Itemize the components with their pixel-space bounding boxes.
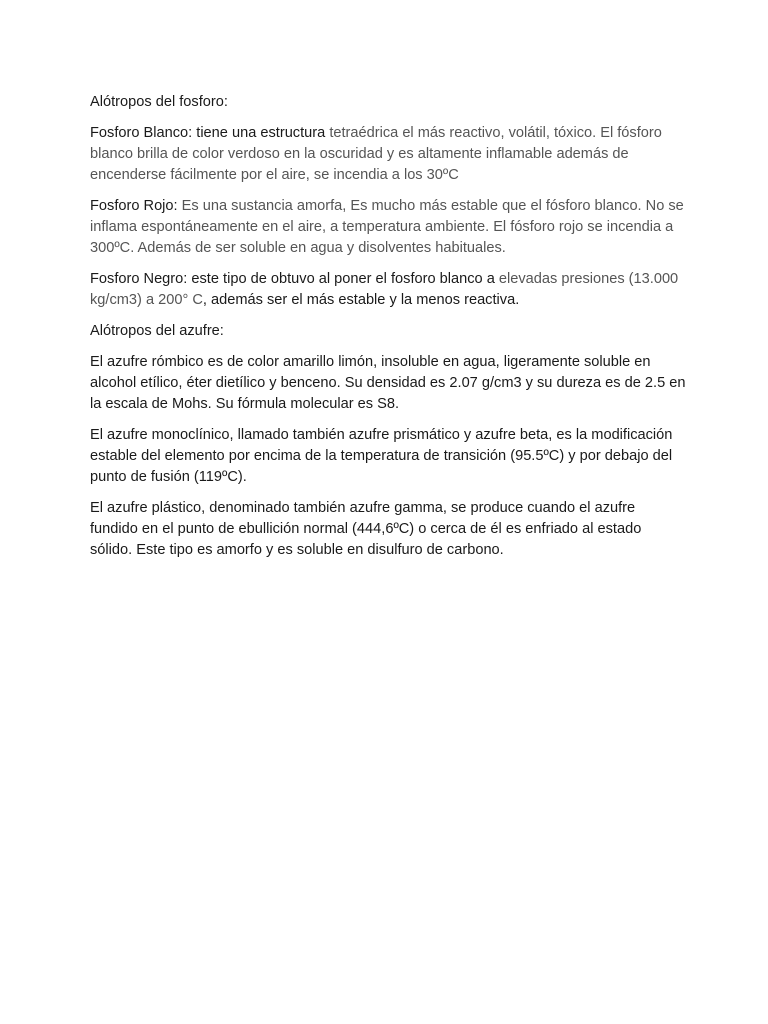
heading-fosforo-text: Alótropos del fosforo:: [90, 94, 228, 110]
fosforo-blanco-body: tetraédrica el más reactivo, volátil, tóxico. El fósforo blanco brilla de color verdoso en la oscuridad y es altamente inflamable además de encenderse fácilmente por el aire, se incendia a los 30ºC: [90, 125, 662, 183]
paragraph-fosforo-negro: [90, 269, 686, 311]
fosforo-negro-middle: elevadas presiones (13.000 kg/cm3) a 200° C: [90, 271, 679, 308]
paragraph-fosforo-blanco: [90, 123, 686, 186]
fosforo-rojo-body: Es una sustancia amorfa, Es mucho más estable que el fósforo blanco. No se inflama espontáneamente en el aire, a temperatura ambiente. El fósforo rojo se incendia a 300ºC. Además de ser soluble en agua y disolventes habituales.: [90, 198, 684, 256]
azufre-monoclinico-text: El azufre monoclínico, llamado también azufre prismático y azufre beta, es la modificación estable del elemento por encima de la temperatura de transición (95.5ºC) y por debajo del punto de fusión (119ºC).: [90, 427, 673, 485]
fosforo-rojo-lead: Fosforo Rojo:: [90, 198, 182, 214]
heading-azufre: [90, 321, 686, 342]
heading-fosforo: [90, 92, 686, 113]
fosforo-blanco-lead: Fosforo Blanco: tiene una estructura: [90, 125, 330, 141]
document-page: [90, 92, 686, 571]
azufre-plastico-text: El azufre plástico, denominado también azufre gamma, se produce cuando el azufre fundido en el punto de ebullición normal (444,6ºC) o cerca de él es enfriado al estado sólido. Este tipo es amorfo y es soluble en disulfuro de carbono.: [90, 500, 642, 558]
azufre-rombico-text: El azufre rómbico es de color amarillo limón, insoluble en agua, ligeramente soluble en alcohol etílico, éter dietílico y benceno. Su densidad es 2.07 g/cm3 y su dureza es de 2.5 en la escala de Mohs. Su fórmula molecular es S8.: [90, 354, 686, 412]
paragraph-fosforo-rojo: [90, 196, 686, 259]
paragraph-azufre-plastico: [90, 498, 686, 561]
heading-azufre-text: Alótropos del azufre:: [90, 323, 224, 339]
paragraph-azufre-rombico: [90, 352, 686, 415]
fosforo-negro-end: , además ser el más estable y la menos reactiva.: [202, 292, 520, 308]
fosforo-negro-lead: Fosforo Negro: este tipo de obtuvo al poner el fosforo blanco a: [90, 271, 499, 287]
paragraph-azufre-monoclinico: [90, 425, 686, 488]
